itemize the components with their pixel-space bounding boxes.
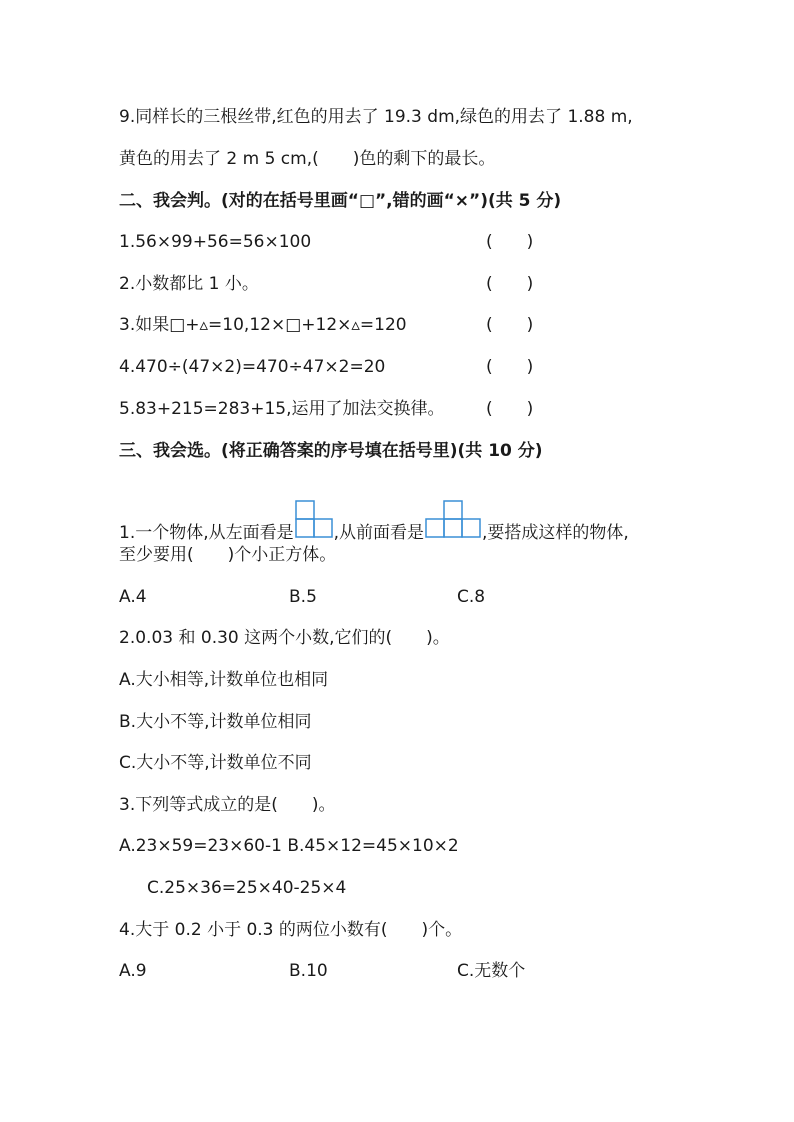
choice-q1-line1	[119, 500, 629, 544]
judge-answer-1[interactable]: ( )	[486, 232, 534, 252]
choice-q4-option-c[interactable]: C.无数个	[457, 961, 526, 981]
q9-line1: 9.同样长的三根丝带,红色的用去了 19.3 dm,绿色的用去了 1.88 m,	[119, 107, 633, 127]
choice-q1-line2: 至少要用( )个小正方体。	[119, 545, 337, 565]
choice-q3-options-ab[interactable]: A.23×59=23×60-1 B.45×12=45×10×2	[119, 836, 459, 856]
choice-q1-option-a[interactable]: A.4	[119, 587, 147, 607]
section2-heading: 二、我会判。(对的在括号里画“□”,错的画“×”)(共 5 分)	[119, 191, 562, 211]
choice-q3-stem: 3.下列等式成立的是( )。	[119, 795, 336, 815]
choice-q1-part3: ,要搭成这样的物体,	[482, 523, 629, 543]
front-view-svg	[425, 500, 481, 538]
judge-item-5: 5.83+215=283+15,运用了加法交换律。	[119, 399, 445, 419]
judge-item-2: 2.小数都比 1 小。	[119, 274, 259, 294]
judge-answer-2[interactable]: ( )	[486, 274, 534, 294]
judge-answer-3[interactable]: ( )	[486, 315, 534, 335]
choice-q4-option-b[interactable]: B.10	[289, 961, 328, 981]
judge-answer-4[interactable]: ( )	[486, 357, 534, 377]
choice-q1-part2: ,从前面看是	[333, 523, 425, 543]
choice-q2-option-c[interactable]: C.大小不等,计数单位不同	[119, 753, 312, 773]
choice-q1-option-b[interactable]: B.5	[289, 587, 317, 607]
choice-q3-option-c[interactable]: C.25×36=25×40-25×4	[147, 878, 347, 898]
front-view-figure	[425, 500, 481, 544]
choice-q2-option-b[interactable]: B.大小不等,计数单位相同	[119, 712, 312, 732]
left-view-figure	[295, 500, 333, 544]
choice-q2-stem: 2.0.03 和 0.30 这两个小数,它们的( )。	[119, 628, 450, 648]
choice-q2-option-a[interactable]: A.大小相等,计数单位也相同	[119, 670, 329, 690]
choice-q1-part1: 1.一个物体,从左面看是	[119, 523, 294, 543]
judge-item-4: 4.470÷(47×2)=470÷47×2=20	[119, 357, 386, 377]
judge-answer-5[interactable]: ( )	[486, 399, 534, 419]
section3-heading: 三、我会选。(将正确答案的序号填在括号里)(共 10 分)	[119, 441, 543, 461]
choice-q4-option-a[interactable]: A.9	[119, 961, 147, 981]
choice-q1-option-c[interactable]: C.8	[457, 587, 486, 607]
judge-item-3: 3.如果□+▵=10,12×□+12×▵=120	[119, 315, 407, 335]
judge-item-1: 1.56×99+56=56×100	[119, 232, 312, 252]
q9-line2: 黄色的用去了 2 m 5 cm,( )色的剩下的最长。	[119, 149, 496, 169]
left-view-svg	[295, 500, 333, 538]
choice-q4-stem: 4.大于 0.2 小于 0.3 的两位小数有( )个。	[119, 920, 463, 940]
